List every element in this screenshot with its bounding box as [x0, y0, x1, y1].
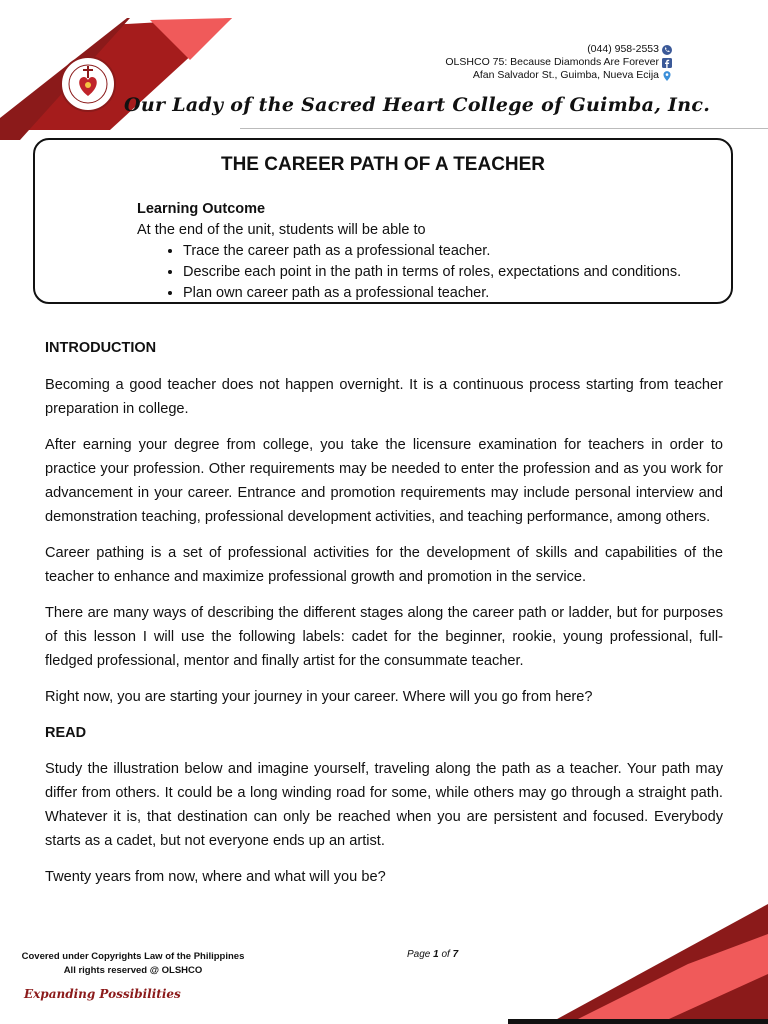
paragraph: There are many ways of describing the different stages along the career path or ladder, but for purposes of this lesson I will use the following labels: cadet for the beginner, rookie, young professional, full-fledged professional, mentor and finally artist for the consummate teacher. — [45, 605, 723, 669]
college-name: Our Lady of the Sacred Heart College of Guimba, Inc. — [124, 94, 711, 116]
tagline: Expanding Possibilities — [24, 987, 181, 1001]
header-divider — [240, 128, 768, 129]
contact-info — [445, 43, 672, 82]
introduction-heading: INTRODUCTION — [45, 340, 157, 356]
learning-outcome-box — [33, 138, 733, 304]
paragraph: After earning your degree from college, you take the licensure examination for teachers in order to practice your profession. Other requirements may be needed to enter the profession and as you work for advancement in your career. Entrance and promotion requirements may include personal interview and demonstration teaching, professional development activities, and teaching performance, among others. — [45, 437, 723, 525]
facebook-icon — [662, 58, 672, 68]
list-item: • Trace the career path as a professional teacher. — [183, 241, 743, 262]
paragraph: Career pathing is a set of professional activities for the development of skills and capabilities of the teacher to enhance and maximize professional growth and promotion in the service. — [45, 545, 723, 585]
facebook-page: OLSHCO 75: Because Diamonds Are Forever — [445, 56, 659, 68]
location-pin-icon — [662, 71, 672, 81]
paragraph: Twenty years from now, where and what will you be? — [45, 869, 386, 885]
phone-icon — [662, 45, 672, 55]
phone-number: (044) 958-2553 — [587, 43, 659, 55]
header-corner-decoration — [0, 0, 240, 140]
main-content — [45, 336, 723, 889]
learning-outcome-list — [157, 241, 743, 304]
address: Afan Salvador St., Guimba, Nueva Ecija — [472, 69, 659, 81]
address-row — [445, 69, 672, 82]
footer-corner-decoration — [508, 904, 768, 1024]
read-heading: READ — [45, 725, 87, 741]
page-number: Page 1 of 7 — [407, 949, 459, 960]
copyright-line: Covered under Copyrights Law of the Philippines — [21, 951, 245, 962]
learning-outcome-label: Learning Outcome — [137, 201, 266, 217]
lesson-title: THE CAREER PATH OF A TEACHER — [220, 154, 546, 175]
list-item: • Plan own career path as a professional teacher. — [183, 283, 743, 304]
facebook-row — [445, 56, 672, 69]
paragraph: Right now, you are starting your journey in your career. Where will you go from here? — [45, 689, 593, 705]
rights-line: All rights reserved @ OLSHCO — [63, 965, 203, 976]
college-seal-logo — [60, 56, 116, 112]
paragraph: Becoming a good teacher does not happen overnight. It is a continuous process starting from teacher preparation in college. — [45, 377, 723, 417]
phone-row — [445, 43, 672, 56]
list-item: • Describe each point in the path in terms of roles, expectations and conditions. — [183, 262, 743, 283]
copyright-notice — [18, 950, 248, 978]
learning-outcome-intro: At the end of the unit, students will be able to — [137, 222, 426, 238]
paragraph: Study the illustration below and imagine yourself, traveling along the path as a teacher. Your path may differ from others. It could be a long winding road for some, while others may go through a straight path. Whatever it is, that destination can only be reached when you are persistent and focused. Everybody starts as a cadet, but not everyone ends up an artist. — [45, 761, 723, 849]
